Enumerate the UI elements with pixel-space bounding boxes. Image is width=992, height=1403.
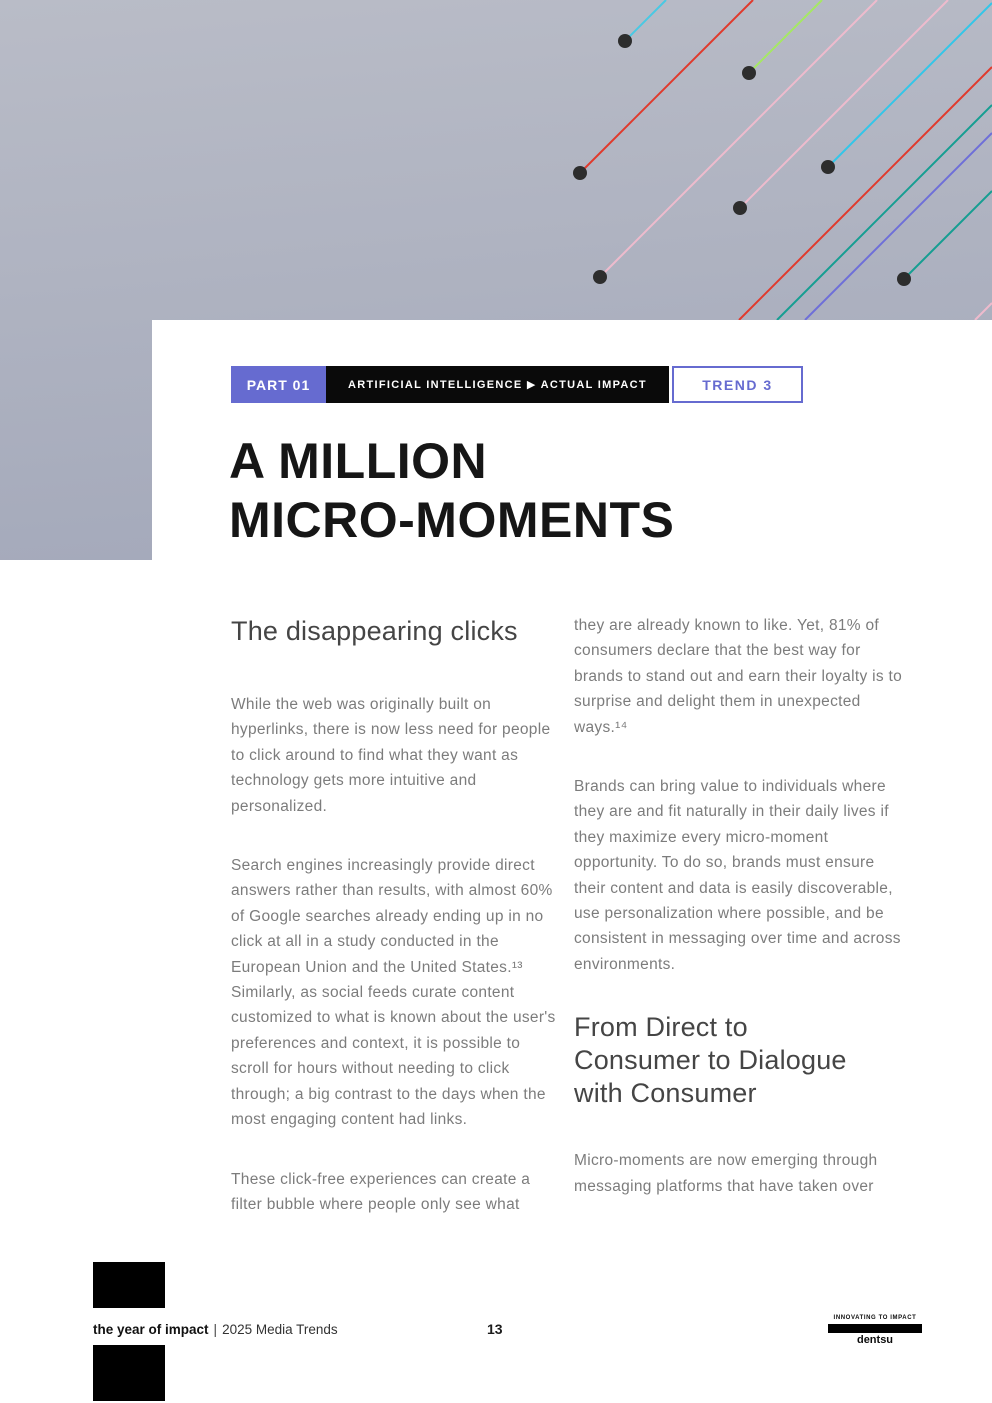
page-title (229, 432, 674, 550)
left-paragraph-2: Search engines increasingly provide direct answers rather than results, with almost 60% of Google searches already ending up in no click at all in a study conducted in the European Union and the United States.¹³ Similarly, as social feeds curate content customized to what is known about the user's preferences and context, it is possible to scroll for hours without needing to click through; a big contrast to the days when the most engaging content had links. (231, 857, 556, 1129)
right-heading-line-1: From Direct to (574, 1012, 748, 1043)
right-heading-line-2: Consumer to Dialogue (574, 1045, 847, 1076)
footer-brand-rest: 2025 Media Trends (222, 1322, 338, 1337)
footer-separator: | (213, 1322, 218, 1337)
dentsu-logo (828, 1315, 922, 1346)
page-title-line-1: A MILLION (229, 433, 488, 489)
dentsu-wordmark: dentsu (856, 1334, 894, 1346)
footer-black-block-top (93, 1262, 165, 1308)
part-badge: PART 01 (231, 366, 326, 403)
trend-badge: TREND 3 (672, 366, 803, 403)
page-number: 13 (487, 1321, 503, 1337)
footer-brand-line (93, 1322, 338, 1337)
left-paragraph-3: These click-free experiences can create a filter bubble where people only see what (231, 1170, 531, 1213)
right-section-heading (574, 1011, 910, 1110)
right-paragraph-2: Brands can bring value to individuals where they are and fit naturally in their daily lives if they maximize every micro-moment opportunity. To do so, brands must ensure their content and data is easily discoverable, use personalization where possible, and be consistent in messaging over time and across environments. (574, 778, 901, 973)
right-paragraph-1: they are already known to like. Yet, 81% of consumers declare that the best way for brands to stand out and earn their loyalty is to surprise and delight them in unexpected ways.¹⁴ (574, 617, 903, 736)
left-section-heading: The disappearing clicks (231, 616, 518, 646)
footer-brand-bold: the year of impact (93, 1322, 209, 1337)
right-paragraph-3: Micro-moments are now emerging through messaging platforms that have taken over (574, 1152, 878, 1195)
right-heading-line-3: with Consumer (574, 1078, 757, 1109)
section-badge: ARTIFICIAL INTELLIGENCE ▶ ACTUAL IMPACT (326, 366, 669, 403)
left-paragraph-1: While the web was originally built on hyperlinks, there is now less need for people to click around to find what they want as technology gets more intuitive and personalized. (231, 696, 551, 815)
dentsu-logo-bar (828, 1324, 922, 1333)
left-column (231, 615, 561, 1251)
right-column (574, 613, 910, 1233)
dentsu-tagline: INNOVATING TO IMPACT (833, 1315, 917, 1321)
badge-row (231, 366, 803, 403)
page-title-line-2: MICRO-MOMENTS (229, 492, 675, 548)
footer-black-block-bottom (93, 1345, 165, 1401)
